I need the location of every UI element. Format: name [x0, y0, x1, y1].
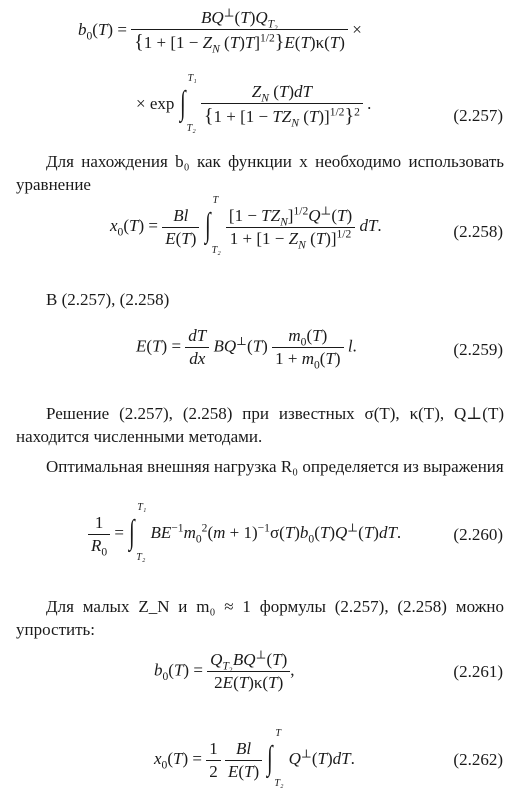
- equation-2257-exp: × exp ∫ T₁ T₂ $\frac{Z_N (T)dT}{\{1 + [1 - TZ_N (T)]^{1/2}\}^2}$ .: [136, 73, 372, 134]
- paragraph-small-zn: Для малых Z_N и m₀ ≈ 1 формулы (2.257), (2.258) можно упростить:: [16, 597, 504, 639]
- equation-number-2260: (2.260): [453, 525, 503, 544]
- equation-2259: E(T) = $\frac{dT}{dx}$ BQ⊥(T) $\frac{m_0(T)}{1 + m_0(T)}$ l.: [136, 326, 357, 372]
- paragraph-solution: Решение (2.257), (2.258) при известных σ(T), κ(T), Q⊥(T) находится численными методами.: [16, 404, 504, 446]
- equation-number-2259: (2.259): [453, 340, 503, 359]
- equation-number-2257: (2.257): [453, 106, 503, 125]
- exp-prefix: × exp: [136, 93, 175, 113]
- paragraph-find-b0: Для нахождения b₀ как функции x необходимо использовать уравнение: [16, 152, 504, 194]
- paragraph-optimal-load: Оптимальная внешняя нагрузка R₀ определяется из выражения: [46, 457, 504, 476]
- equation-number-2258: (2.258): [453, 222, 503, 241]
- equation-2261: $b_0(T)$ = $\frac{Q_{T_2}BQ^\perp(T)}{2E(T)\kappa(T)}$ ,: [154, 648, 295, 692]
- equation-number-2261: (2.261): [453, 662, 503, 681]
- equation-2260: $\frac{1}{R_0}$ = ∫ T₁ T₂ $BE^{-1}m_0^2(m + 1)^{-1}\sigma(T)b_0(T)Q^\perp(T)dT$.: [88, 512, 401, 556]
- equation-2257: $b_0(T)$ = $\frac{BQ^\perp(T)Q_{T_2}}{\{1 + [1 - Z_N (T)T]^{1/2}\}E(T)\kappa(T)}$ ×: [78, 6, 362, 56]
- equation-2258: $x_0(T)$ = $\frac{Bl}{E(T)}$ ∫ T T₂ $\frac{[1 - TZ_N]^{1/2}Q^\perp(T)}{1 + [1 - Z_N (T)]^{1/2}}$ dT.: [110, 195, 382, 256]
- equation-2262: $x_0(T)$ = $\frac{1}{2}$ $\frac{Bl}{E(T)}$ ∫ T T₂ Q⊥(T)dT.: [154, 728, 355, 789]
- equation-number-2262: (2.262): [453, 750, 503, 769]
- paragraph-in-2257-2258: В (2.257), (2.258): [46, 290, 170, 309]
- multiply-sign: ×: [352, 19, 362, 39]
